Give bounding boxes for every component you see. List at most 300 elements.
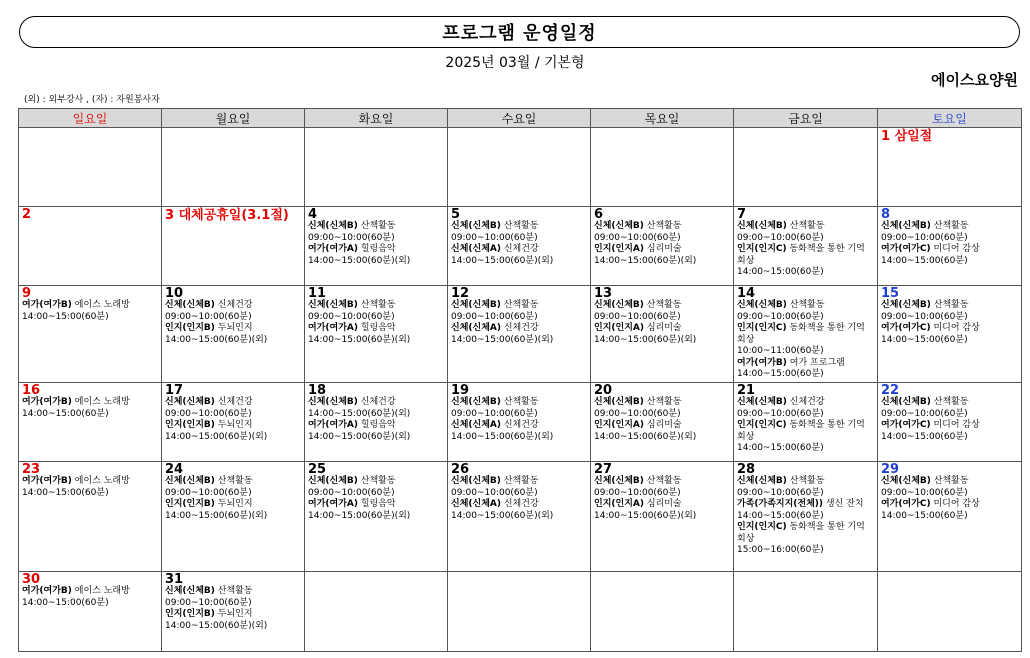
program-entry <box>22 586 158 609</box>
program-time: 09:00~10:00(60분) <box>165 311 252 322</box>
calendar-week-row <box>19 128 1022 207</box>
calendar-table <box>18 108 1022 652</box>
program-entry <box>737 476 874 499</box>
program-entry <box>308 221 444 244</box>
program-category: 여가(여가A) <box>308 244 358 254</box>
program-entry <box>451 221 587 244</box>
program-entry <box>22 300 158 323</box>
program-title: 산책활동 <box>789 300 825 310</box>
calendar-day-cell <box>305 128 448 207</box>
weekday-header-row <box>19 109 1022 128</box>
calendar-day-cell <box>448 207 591 286</box>
program-category: 인지(인지B) <box>165 420 215 430</box>
program-category: 신체(신체B) <box>308 221 358 231</box>
program-category: 신체(신체B) <box>594 476 644 486</box>
program-title: 산책활동 <box>360 300 396 310</box>
program-entry <box>594 420 730 443</box>
program-entry <box>881 244 1018 267</box>
program-category: 신체(신체B) <box>881 221 931 231</box>
program-entry <box>308 323 444 346</box>
program-entry <box>308 300 444 323</box>
program-time: 14:00~15:00(60분) <box>737 267 824 277</box>
program-entry <box>22 476 158 499</box>
program-entry <box>451 323 587 346</box>
program-time: 14:00~15:00(60분)(외) <box>165 334 268 345</box>
program-time: 14:00~15:00(60분) <box>881 510 968 521</box>
program-entry <box>594 300 730 323</box>
day-number: 14 <box>737 286 756 301</box>
program-category: 신체(신체B) <box>594 221 644 231</box>
program-time: 14:00~15:00(60분) <box>22 408 109 419</box>
program-time: 14:00~15:00(60분)(외) <box>594 334 697 345</box>
program-time: 14:00~15:00(60분) <box>22 487 109 498</box>
page-subtitle: 2025년 03월 / 기본형 <box>445 55 585 71</box>
program-time: 09:00~10:00(60분) <box>594 232 681 243</box>
program-title: 힐링음악 <box>360 244 396 254</box>
program-entry <box>308 420 444 443</box>
calendar-day-cell <box>162 207 305 286</box>
day-number: 10 <box>165 286 184 301</box>
program-time: 09:00~10:00(60분) <box>451 408 538 419</box>
program-time: 14:00~15:00(60분)(외) <box>308 408 411 419</box>
program-time: 09:00~10:00(60분) <box>165 487 252 498</box>
calendar-day-cell <box>448 572 591 652</box>
program-entry <box>308 397 444 420</box>
program-category: 인지(인지C) <box>737 420 787 430</box>
program-time: 09:00~10:00(60분) <box>881 487 968 498</box>
program-entry <box>881 300 1018 323</box>
program-entry <box>308 499 444 522</box>
program-category: 인지(인지B) <box>165 499 215 509</box>
program-title: 여가 프로그램 <box>789 357 845 368</box>
day-number: 5 <box>451 207 461 222</box>
program-time: 14:00~15:00(60분) <box>737 369 824 379</box>
program-entry <box>737 244 874 279</box>
program-time: 14:00~15:00(60분)(외) <box>165 431 268 442</box>
program-title: 두뇌인지 <box>217 499 253 509</box>
program-time: 09:00~10:00(60분) <box>881 408 968 419</box>
program-time: 14:00~15:00(60분)(외) <box>594 510 697 521</box>
program-category: 신체(신체A) <box>451 244 501 254</box>
program-category: 신체(신체B) <box>737 476 787 486</box>
program-title: 산책활동 <box>217 586 253 596</box>
program-title: 동화책을 통한 기억 회상 <box>737 244 865 266</box>
program-category: 신체(신체B) <box>881 476 931 486</box>
calendar-day-cell <box>591 462 734 572</box>
program-category: 인지(인지A) <box>594 244 644 254</box>
program-category: 신체(신체B) <box>594 300 644 310</box>
program-category: 신체(신체B) <box>737 300 787 310</box>
program-time: 09:00~10:00(60분) <box>737 232 824 243</box>
calendar-day-cell <box>162 462 305 572</box>
calendar-day-cell <box>878 207 1022 286</box>
weekday-header-wed: 수요일 <box>448 109 591 128</box>
program-time: 09:00~10:00(60분) <box>308 311 395 322</box>
program-category: 인지(인지B) <box>165 323 215 333</box>
program-title: 신체건강 <box>503 323 539 333</box>
program-entry <box>737 300 874 323</box>
program-category: 신체(신체B) <box>165 300 215 310</box>
program-time: 09:00~10:00(60분) <box>451 232 538 243</box>
program-title: 미디어 감상 <box>933 499 980 509</box>
day-number: 20 <box>594 383 613 398</box>
day-number: 15 <box>881 286 900 301</box>
program-category: 가족(가족지지(전체)) <box>737 499 824 509</box>
program-time: 09:00~10:00(60분) <box>308 487 395 498</box>
program-title: 산책활동 <box>503 476 539 486</box>
program-entry <box>594 397 730 420</box>
calendar-week-row <box>19 462 1022 572</box>
weekday-header-mon: 월요일 <box>162 109 305 128</box>
calendar-day-cell <box>19 383 162 462</box>
program-entry <box>451 300 587 323</box>
program-title: 산책활동 <box>933 476 969 486</box>
program-category: 신체(신체B) <box>451 397 501 407</box>
day-number: 6 <box>594 207 604 222</box>
day-number: 8 <box>881 207 891 222</box>
program-time: 14:00~15:00(60분) <box>737 443 824 453</box>
day-number: 28 <box>737 462 756 477</box>
program-time: 14:00~15:00(60분)(외) <box>165 510 268 521</box>
program-entry <box>451 420 587 443</box>
day-number: 27 <box>594 462 613 477</box>
calendar-day-cell <box>162 572 305 652</box>
calendar-day-cell <box>878 462 1022 572</box>
program-title: 힐링음악 <box>360 323 396 333</box>
program-category: 인지(인지C) <box>737 244 787 254</box>
program-entry <box>451 476 587 499</box>
program-title: 신체건강 <box>360 397 396 407</box>
program-category: 여가(여가A) <box>308 420 358 430</box>
program-time: 09:00~10:00(60분) <box>881 232 968 243</box>
program-entry <box>594 244 730 267</box>
program-entry <box>881 323 1018 346</box>
program-entry <box>737 522 874 557</box>
program-time: 14:00~15:00(60분) <box>881 431 968 442</box>
program-category: 신체(신체B) <box>451 221 501 231</box>
program-entry <box>165 609 301 632</box>
program-time: 14:00~15:00(60분)(외) <box>451 431 554 442</box>
day-number: 19 <box>451 383 470 398</box>
program-entry <box>881 499 1018 522</box>
calendar-day-cell <box>19 128 162 207</box>
program-entry <box>737 221 874 244</box>
calendar-week-row <box>19 286 1022 383</box>
day-number: 25 <box>308 462 327 477</box>
day-number: 4 <box>308 207 318 222</box>
calendar-day-cell <box>591 383 734 462</box>
calendar-day-cell <box>734 286 878 383</box>
calendar-day-cell <box>162 383 305 462</box>
program-title: 동화책을 통한 기억 회상 <box>737 522 865 544</box>
program-time: 14:00~15:00(60분) <box>881 334 968 345</box>
program-title: 힐링음악 <box>360 499 396 509</box>
program-title: 신체건강 <box>503 244 539 254</box>
program-entry <box>594 221 730 244</box>
program-entry <box>165 323 301 346</box>
program-time: 14:00~15:00(60분)(외) <box>451 255 554 266</box>
program-entry <box>881 476 1018 499</box>
program-entry <box>737 420 874 455</box>
day-number: 1 삼일절 <box>881 129 933 144</box>
program-title: 산책활동 <box>503 221 539 231</box>
program-category: 신체(신체B) <box>594 397 644 407</box>
program-title: 에이스 노래방 <box>74 476 130 486</box>
program-category: 여가(여가C) <box>881 499 931 509</box>
weekday-header-tue: 화요일 <box>305 109 448 128</box>
program-title: 산책활동 <box>789 221 825 231</box>
calendar-day-cell <box>448 462 591 572</box>
program-title: 힐링음악 <box>360 420 396 430</box>
day-number: 30 <box>22 572 41 587</box>
day-number: 17 <box>165 383 184 398</box>
day-number: 11 <box>308 286 327 301</box>
program-time: 15:00~16:00(60분) <box>737 545 824 555</box>
program-time: 09:00~10:00(60분) <box>737 408 824 419</box>
calendar-day-cell <box>878 128 1022 207</box>
program-title: 신체건강 <box>503 420 539 430</box>
calendar-day-cell <box>305 383 448 462</box>
weekday-header-thu: 목요일 <box>591 109 734 128</box>
day-number: 18 <box>308 383 327 398</box>
program-category: 신체(신체A) <box>451 323 501 333</box>
program-time: 09:00~10:00(60분) <box>881 311 968 322</box>
calendar-day-cell <box>591 572 734 652</box>
program-time: 14:00~15:00(60분)(외) <box>594 431 697 442</box>
program-time: 09:00~10:00(60분) <box>308 232 395 243</box>
program-category: 여가(여가C) <box>881 323 931 333</box>
program-category: 신체(신체A) <box>451 499 501 509</box>
program-title: 산책활동 <box>217 476 253 486</box>
calendar-day-cell <box>305 462 448 572</box>
program-entry <box>451 397 587 420</box>
program-time: 14:00~15:00(60분)(외) <box>594 255 697 266</box>
program-title: 두뇌인지 <box>217 420 253 430</box>
program-title: 두뇌인지 <box>217 323 253 333</box>
day-number: 9 <box>22 286 32 301</box>
program-title: 미디어 감상 <box>933 244 980 254</box>
program-entry <box>881 397 1018 420</box>
program-time: 14:00~15:00(60분) <box>737 510 824 521</box>
day-number: 31 <box>165 572 184 587</box>
program-title: 심리미술 <box>646 499 682 509</box>
program-time: 09:00~10:00(60분) <box>451 311 538 322</box>
page-title: 프로그램 운영일정 <box>19 16 1020 48</box>
program-entry <box>737 323 874 358</box>
calendar-day-cell <box>305 207 448 286</box>
program-title: 산책활동 <box>646 221 682 231</box>
day-number: 13 <box>594 286 613 301</box>
program-entry <box>451 499 587 522</box>
program-title: 산책활동 <box>360 221 396 231</box>
program-time: 14:00~15:00(60분) <box>881 255 968 266</box>
program-time: 09:00~10:00(60분) <box>165 597 252 608</box>
program-title: 동화책을 통한 기억 회상 <box>737 420 865 442</box>
calendar-day-cell <box>734 128 878 207</box>
calendar-day-cell <box>734 462 878 572</box>
calendar-day-cell <box>878 286 1022 383</box>
program-time: 14:00~15:00(60분)(외) <box>308 510 411 521</box>
program-category: 신체(신체B) <box>737 221 787 231</box>
program-category: 여가(여가B) <box>22 300 72 310</box>
day-number: 24 <box>165 462 184 477</box>
program-category: 여가(여가B) <box>737 357 787 368</box>
program-title: 산책활동 <box>646 300 682 310</box>
calendar-day-cell <box>19 207 162 286</box>
program-title: 산책활동 <box>933 300 969 310</box>
program-category: 신체(신체B) <box>308 476 358 486</box>
program-category: 여가(여가C) <box>881 420 931 430</box>
program-entry <box>165 476 301 499</box>
day-number: 3 대체공휴일(3.1절) <box>165 208 289 223</box>
program-title: 산책활동 <box>503 397 539 407</box>
program-title: 신체건강 <box>789 397 825 407</box>
calendar-day-cell <box>734 383 878 462</box>
calendar-day-cell <box>19 462 162 572</box>
weekday-header-sat: 토요일 <box>878 109 1022 128</box>
program-category: 인지(인지B) <box>165 609 215 619</box>
program-entry <box>165 300 301 323</box>
calendar-day-cell <box>162 286 305 383</box>
program-title: 산책활동 <box>789 476 825 486</box>
program-entry <box>165 420 301 443</box>
program-category: 신체(신체B) <box>451 476 501 486</box>
day-number: 2 <box>22 207 32 222</box>
program-title: 산책활동 <box>646 476 682 486</box>
program-entry <box>881 420 1018 443</box>
day-number: 23 <box>22 462 41 477</box>
program-category: 신체(신체B) <box>308 300 358 310</box>
program-entry <box>737 397 874 420</box>
program-time: 09:00~10:00(60분) <box>594 487 681 498</box>
program-title: 에이스 노래방 <box>74 586 130 596</box>
program-category: 여가(여가C) <box>881 244 931 254</box>
program-category: 여가(여가A) <box>308 499 358 509</box>
calendar-day-cell <box>734 207 878 286</box>
program-entry <box>308 244 444 267</box>
program-title: 산책활동 <box>933 221 969 231</box>
program-title: 에이스 노래방 <box>74 397 130 407</box>
program-time: 14:00~15:00(60분)(외) <box>451 334 554 345</box>
day-number: 16 <box>22 383 41 398</box>
program-time: 09:00~10:00(60분) <box>451 487 538 498</box>
program-category: 인지(인지A) <box>594 420 644 430</box>
program-time: 09:00~10:00(60분) <box>737 311 824 322</box>
program-title: 심리미술 <box>646 323 682 333</box>
program-category: 신체(신체B) <box>165 476 215 486</box>
calendar-day-cell <box>448 286 591 383</box>
day-number: 21 <box>737 383 756 398</box>
program-category: 인지(인지C) <box>737 323 787 333</box>
program-entry <box>165 499 301 522</box>
calendar-week-row <box>19 383 1022 462</box>
program-title: 신체건강 <box>503 499 539 509</box>
day-number: 7 <box>737 207 747 222</box>
calendar-day-cell <box>305 572 448 652</box>
program-category: 신체(신체B) <box>308 397 358 407</box>
program-entry <box>737 499 874 522</box>
program-time: 09:00~10:00(60분) <box>737 487 824 498</box>
program-category: 여가(여가B) <box>22 397 72 407</box>
weekday-header-sun: 일요일 <box>19 109 162 128</box>
program-time: 14:00~15:00(60분)(외) <box>451 510 554 521</box>
program-title: 신체건강 <box>217 397 253 407</box>
calendar-day-cell <box>19 572 162 652</box>
program-category: 여가(여가B) <box>22 586 72 596</box>
program-time: 09:00~10:00(60분) <box>165 408 252 419</box>
program-title: 에이스 노래방 <box>74 300 130 310</box>
program-title: 생신 잔치 <box>825 499 864 509</box>
program-title: 신체건강 <box>217 300 253 310</box>
program-entry <box>881 221 1018 244</box>
program-category: 신체(신체A) <box>451 420 501 430</box>
program-time: 14:00~15:00(60분) <box>22 597 109 608</box>
program-title: 심리미술 <box>646 244 682 254</box>
program-category: 신체(신체B) <box>737 397 787 407</box>
calendar-day-cell <box>878 572 1022 652</box>
calendar-day-cell <box>162 128 305 207</box>
program-entry <box>594 323 730 346</box>
program-entry <box>594 476 730 499</box>
program-category: 인지(인지A) <box>594 499 644 509</box>
day-number: 22 <box>881 383 900 398</box>
program-time: 14:00~15:00(60분)(외) <box>165 620 268 631</box>
program-time: 10:00~11:00(60분) <box>737 346 824 356</box>
calendar-week-row <box>19 207 1022 286</box>
day-number: 26 <box>451 462 470 477</box>
calendar-day-cell <box>448 128 591 207</box>
program-category: 신체(신체B) <box>881 300 931 310</box>
program-entry <box>594 499 730 522</box>
program-category: 인지(인지C) <box>737 522 787 532</box>
program-entry <box>22 397 158 420</box>
program-time: 09:00~10:00(60분) <box>594 408 681 419</box>
program-time: 14:00~15:00(60분)(외) <box>308 255 411 266</box>
program-time: 09:00~10:00(60분) <box>594 311 681 322</box>
organization-name: 에이스요양원 <box>931 71 1018 89</box>
program-category: 신체(신체B) <box>165 397 215 407</box>
calendar-week-row <box>19 572 1022 652</box>
legend-note: (외) : 외부강사 , (자) : 자원봉사자 <box>24 95 160 105</box>
program-title: 산책활동 <box>503 300 539 310</box>
program-entry <box>165 586 301 609</box>
program-time: 14:00~15:00(60분)(외) <box>308 431 411 442</box>
calendar-day-cell <box>305 286 448 383</box>
program-category: 여가(여가B) <box>22 476 72 486</box>
program-title: 두뇌인지 <box>217 609 253 619</box>
program-title: 산책활동 <box>646 397 682 407</box>
program-entry <box>308 476 444 499</box>
calendar-day-cell <box>448 383 591 462</box>
program-title: 심리미술 <box>646 420 682 430</box>
calendar-day-cell <box>734 572 878 652</box>
calendar-day-cell <box>591 207 734 286</box>
program-entry <box>451 244 587 267</box>
program-category: 신체(신체B) <box>451 300 501 310</box>
program-entry <box>165 397 301 420</box>
program-title: 미디어 감상 <box>933 420 980 430</box>
program-title: 산책활동 <box>933 397 969 407</box>
program-title: 동화책을 통한 기억 회상 <box>737 323 865 345</box>
calendar-day-cell <box>591 128 734 207</box>
program-time: 14:00~15:00(60분)(외) <box>308 334 411 345</box>
program-entry <box>737 358 874 381</box>
day-number: 29 <box>881 462 900 477</box>
calendar-day-cell <box>19 286 162 383</box>
program-category: 신체(신체B) <box>881 397 931 407</box>
program-title: 미디어 감상 <box>933 323 980 333</box>
weekday-header-fri: 금요일 <box>734 109 878 128</box>
